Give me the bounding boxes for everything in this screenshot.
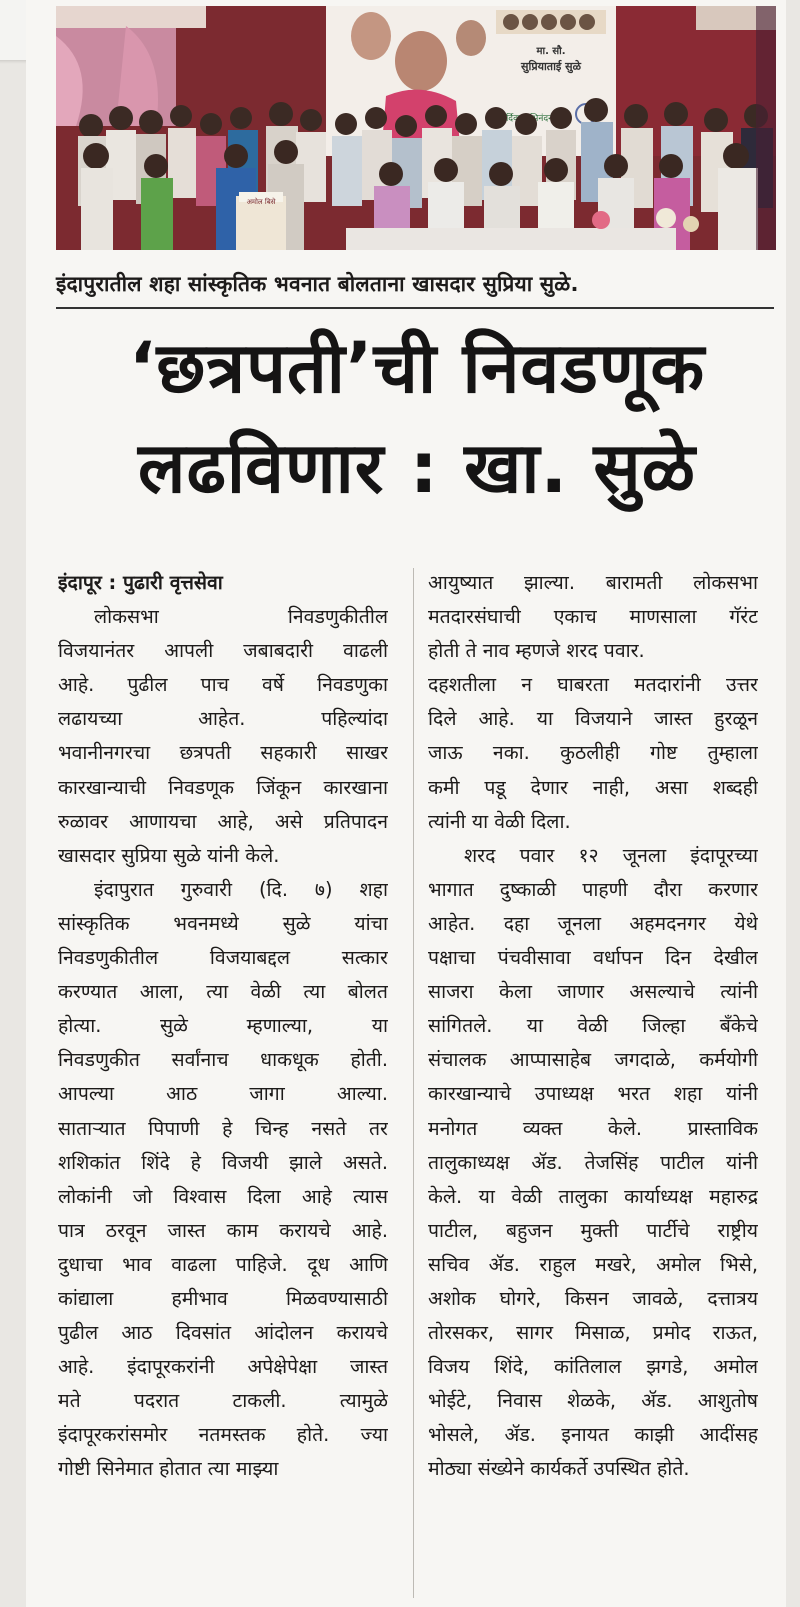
article-line: विजय शिंदे, कांतिलाल झगडे, अमोल — [428, 1355, 758, 1379]
article-line: होत्या. सुळे म्हणाल्या, या — [58, 1014, 388, 1038]
article-line: पुढील आठ दिवसांत आंदोलन करायचे — [58, 1321, 388, 1345]
article-line: इंदापूरकरांसमोर नतमस्तक होते. ज्या — [58, 1423, 388, 1447]
article-line: इंदापुरात गुरुवारी (दि. ७) शहा — [94, 877, 388, 901]
article-line: पक्षाचा पंचवीसावा वर्धापन दिन देखील — [428, 946, 758, 970]
podium-label: अमोल बिसे — [246, 198, 276, 206]
article-line: गोष्टी सिनेमात होतात त्या माझ्या — [58, 1457, 279, 1481]
dateline: इंदापूर : पुढारी वृत्तसेवा — [58, 571, 223, 594]
photo-caption: इंदापुरातील शहा सांस्कृतिक भवनात बोलताना खासदार सुप्रिया सुळे. — [56, 272, 579, 296]
article-line: सांस्कृतिक भवनमध्ये सुळे यांचा — [58, 911, 388, 935]
article-line: केले. या वेळी तालुका कार्याध्यक्ष महारुद्र — [428, 1184, 758, 1208]
article-line: भोईटे, निवास शेळके, ॲड. आशुतोष — [428, 1389, 758, 1413]
article-line: होती ते नाव म्हणजे शरद पवार. — [428, 639, 645, 663]
article-column-right — [428, 566, 758, 1487]
banner-tagline: हार्दिक अभिनंदन — [498, 114, 554, 124]
article-line: आहे. पुढील पाच वर्षे निवडणुका — [58, 673, 388, 697]
article-line: भवानीनगरचा छत्रपती सहकारी साखर — [58, 741, 388, 765]
caption-divider — [56, 307, 774, 309]
article-line: करण्यात आला, त्या वेळी त्या बोलत — [58, 980, 388, 1004]
article-line: मनोगत व्यक्त केले. प्रास्ताविक — [428, 1116, 758, 1140]
article-column-left — [58, 566, 388, 1487]
article-line: मते पदरात टाकली. त्यामुळे — [58, 1389, 388, 1413]
article-line: अशोक घोगरे, किसन जावळे, दत्तात्रय — [428, 1286, 758, 1310]
article-line: तालुकाध्यक्ष ॲड. तेजसिंह पाटील यांनी — [428, 1150, 758, 1174]
article-line: मोठ्या संख्येने कार्यकर्ते उपस्थित होते. — [428, 1457, 690, 1481]
article-line: कारखान्याची निवडणूक जिंकून कारखाना — [58, 775, 388, 799]
headline-line-1: ‘छत्रपती’ची निवडणूक — [128, 327, 706, 409]
article-line: विजयानंतर आपली जबाबदारी वाढली — [58, 639, 388, 663]
event-photo-illustration — [56, 6, 776, 250]
article-line: दहशतीला न घाबरता मतदारांनी उत्तर — [428, 673, 758, 697]
article-line: कांद्याला हमीभाव मिळवण्यासाठी — [58, 1286, 388, 1310]
article-line: संचालक आप्पासाहेब जगदाळे, कर्मयोगी — [428, 1048, 758, 1072]
article-line: रुळावर आणायचा आहे, असे प्रतिपादन — [58, 809, 388, 833]
article-line: निवडणुकीतील विजयाबद्दल सत्कार — [58, 946, 388, 970]
article-line: खासदार सुप्रिया सुळे यांनी केले. — [58, 843, 280, 867]
article-line: साजरा केला जाणार असल्याचे त्यांनी — [428, 980, 758, 1004]
article-line: आपल्या आठ जागा आल्या. — [58, 1082, 388, 1106]
article-line: भोसले, ॲड. इनायत काझी आदींसह — [428, 1423, 758, 1447]
headline-line-2: लढविणार : खा. सुळे — [138, 427, 696, 509]
banner-name-line2: सुप्रियाताई सुळे — [521, 60, 581, 73]
article-line: निवडणुकीत सर्वांनाच धाकधूक होती. — [58, 1048, 388, 1072]
article-line: लोकांनी जो विश्वास दिला आहे त्यास — [58, 1184, 388, 1208]
article-line: पाटील, बहुजन मुक्ती पार्टीचे राष्ट्रीय — [428, 1218, 758, 1242]
article-line: लढायच्या आहेत. पहिल्यांदा — [58, 707, 388, 731]
article-line: कारखान्याचे उपाध्यक्ष भरत शहा यांनी — [428, 1082, 758, 1106]
newspaper-clipping — [26, 0, 786, 1607]
article-line: सांगितले. या वेळी जिल्हा बँकेचे — [428, 1014, 758, 1038]
article-line: मतदारसंघाची एकाच माणसाला गॅरंट — [428, 605, 758, 629]
article-line: आयुष्यात झाल्या. बारामती लोकसभा — [428, 571, 758, 594]
article-line: दिले आहे. या विजयाने जास्त हुरळून — [428, 707, 758, 731]
article-line: भागात दुष्काळी पाहणी दौरा करणार — [428, 877, 758, 901]
article-line: शशिकांत शिंदे हे विजयी झाले असते. — [58, 1150, 388, 1174]
article-line: शरद पवार १२ जूनला इंदापूरच्या — [464, 843, 758, 867]
article-line: कमी पडू देणार नाही, असा शब्दही — [428, 775, 758, 799]
article-line: सचिव ॲड. राहुल मखरे, अमोल भिसे, — [428, 1252, 758, 1276]
event-photo — [56, 6, 776, 250]
article-line: आहेत. दहा जूनला अहमदनगर येथे — [428, 911, 758, 935]
article-line: साताऱ्यात पिपाणी हे चिन्ह नसते तर — [58, 1116, 388, 1140]
article-line: आहे. इंदापूरकरांनी अपेक्षेपेक्षा जास्त — [58, 1355, 388, 1379]
article-line: लोकसभा निवडणुकीतील — [94, 605, 388, 629]
article-line: त्यांनी या वेळी दिला. — [428, 809, 571, 833]
headline — [56, 318, 778, 518]
column-divider — [413, 568, 414, 1598]
banner-name-line1: मा. सौ. — [536, 46, 566, 57]
article-line: तोरसकर, सागर मिसाळ, प्रमोद राऊत, — [428, 1321, 758, 1345]
article-line: दुधाचा भाव वाढला पाहिजे. दूध आणि — [58, 1252, 388, 1276]
article-line: जाऊ नका. कुठलीही गोष्ट तुम्हाला — [428, 741, 758, 765]
article-line: पात्र ठरवून जास्त काम करायचे आहे. — [58, 1218, 388, 1242]
